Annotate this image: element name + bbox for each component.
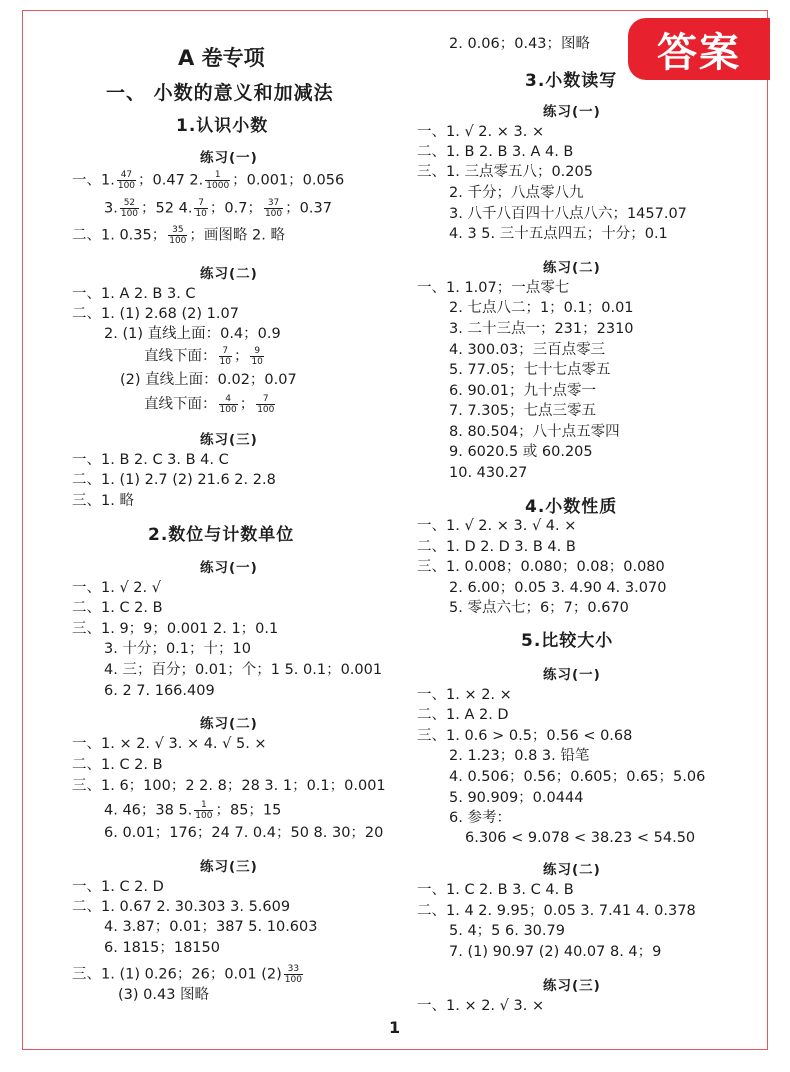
fraction: $\frac{37}{100}$ [264, 198, 283, 219]
fraction: $\frac{1}{1000}$ [206, 170, 230, 191]
answer-line: 2. 6.00；0.05 3. 4.90 4. 3.070 [449, 580, 667, 596]
fraction: $\frac{52}{100}$ [120, 198, 139, 219]
answer-line: 二、1. A 2. D [417, 707, 509, 723]
answer-line: 一、1. B 2. C 3. B 4. C [72, 452, 229, 468]
answer-line: 一、1. √ 2. √ [72, 580, 161, 596]
section-title-1: 1.认识小数 [176, 116, 269, 136]
answer-line: 6. 90.01；九十点零一 [449, 383, 596, 399]
exercise-heading: 练习(二) [200, 266, 258, 282]
answer-line: 6. 2 7. 166.409 [104, 683, 215, 699]
answer-line: (2) 直线上面：0.02；0.07 [120, 372, 297, 388]
answer-line: 直线下面： $\frac{4}{100}$ ； $\frac{7}{100}$ [144, 394, 275, 415]
exercise-heading: 练习(二) [200, 716, 258, 732]
fraction: $\frac{4}{100}$ [219, 394, 237, 415]
answer-line: 三、1. 9；9；0.001 2. 1；0.1 [72, 621, 279, 637]
exercise-heading: 练习(二) [543, 260, 601, 276]
section-title-5: 5.比较大小 [521, 631, 614, 651]
answer-line: 一、1. A 2. B 3. C [72, 286, 196, 302]
answer-line: 4. 0.506；0.56；0.605；0.65；5.06 [449, 769, 706, 785]
answer-line: 4. 300.03；三百点零三 [449, 342, 606, 358]
fraction: $\frac{7}{10}$ [195, 198, 207, 219]
answer-line: 一、1. × 2. √ 3. × [417, 998, 545, 1014]
answer-line: 2. 七点八二；1；0.1；0.01 [449, 300, 634, 316]
answer-line: 9. 6020.5 或 60.205 [449, 444, 593, 460]
answer-line: 5. 零点六七；6；7；0.670 [449, 600, 629, 616]
answer-line: 8. 80.504；八十点五零四 [449, 424, 620, 440]
answer-line: 二、1. C 2. B [72, 757, 163, 773]
answer-line: 一、1. 1.07；一点零七 [417, 280, 570, 296]
page-number: 1 [389, 1018, 401, 1037]
section-title-4: 4.小数性质 [525, 497, 618, 517]
answer-line: 4. 三；百分；0.01；个；1 5. 0.1；0.001 [104, 662, 383, 678]
answer-line: 7. (1) 90.97 (2) 40.07 8. 4；9 [449, 944, 662, 960]
answer-line: 一、1. √ 2. × 3. × [417, 124, 545, 140]
answer-line: 一、1. × 2. × [417, 687, 512, 703]
answer-line: 6.306 < 9.078 < 38.23 < 54.50 [465, 830, 696, 846]
chapter-title: 一、 小数的意义和加减法 [106, 82, 334, 104]
answer-line: 二、1. 4 2. 9.95；0.05 3. 7.41 4. 0.378 [417, 903, 696, 919]
answer-line: 6. 0.01；176；24 7. 0.4；50 8. 30；20 [104, 825, 384, 841]
answer-line: 三、1. 0.008；0.080；0.08；0.080 [417, 559, 665, 575]
answer-line: 二、1. D 2. D 3. B 4. B [417, 539, 576, 555]
answer-line: 二、1. (1) 2.68 (2) 1.07 [72, 306, 239, 322]
answer-line: 一、1. $\frac{47}{100}$ ；0.47 2. $\frac{1}{1000}$ ；0.001；0.056 [72, 170, 345, 191]
fraction: $\frac{35}{100}$ [169, 225, 187, 246]
section-title-3: 3.小数读写 [525, 71, 618, 91]
answer-line: 二、1. C 2. B [72, 600, 163, 616]
answer-line: 3. 八千八百四十八点八六；1457.07 [449, 206, 687, 222]
answer-line: 一、1. C 2. D [72, 879, 164, 895]
answer-line: 7. 7.305；七点三零五 [449, 403, 596, 419]
fraction: $\frac{47}{100}$ [117, 170, 136, 191]
fraction: $\frac{9}{10}$ [251, 346, 263, 367]
exercise-heading: 练习(一) [543, 667, 601, 683]
answer-line: 2. (1) 直线上面：0.4；0.9 [104, 326, 281, 342]
answer-line: 一、1. √ 2. × 3. √ 4. × [417, 518, 577, 534]
answer-line: 3. 二十三点一；231；2310 [449, 321, 634, 337]
answer-line: 三、1. 0.6 > 0.5；0.56 < 0.68 [417, 728, 633, 744]
answer-badge: 答案 [628, 18, 770, 80]
volume-title: A 卷专项 [178, 46, 265, 70]
answer-line: 三、1. 略 [72, 493, 134, 509]
answer-line: 6. 1815；18150 [104, 940, 220, 956]
answer-line: 二、1. 0.67 2. 30.303 3. 5.609 [72, 899, 291, 915]
answer-line: 三、1. 6；100；2 2. 8；28 3. 1；0.1；0.001 [72, 778, 386, 794]
answer-line: 二、1. (1) 2.7 (2) 21.6 2. 2.8 [72, 472, 276, 488]
fraction: $\frac{7}{100}$ [257, 394, 275, 415]
exercise-heading: 练习(一) [200, 560, 258, 576]
answer-line: 5. 90.909；0.0444 [449, 790, 584, 806]
answer-line: 2. 0.06；0.43；图略 [449, 36, 591, 52]
answer-line: 5. 77.05；七十七点零五 [449, 362, 611, 378]
answer-line: 三、1. 三点零五八；0.205 [417, 164, 593, 180]
exercise-heading: 练习(三) [200, 432, 258, 448]
section-title-2: 2.数位与计数单位 [148, 525, 295, 545]
exercise-heading: 练习(一) [200, 150, 258, 166]
answer-line: 一、1. C 2. B 3. C 4. B [417, 882, 574, 898]
answer-line: 3. $\frac{52}{100}$ ；52 4. $\frac{7}{10}$ ；0.7； $\frac{37}{100}$ ；0.37 [104, 198, 332, 219]
exercise-heading: 练习(二) [543, 862, 601, 878]
answer-line: 二、1. B 2. B 3. A 4. B [417, 144, 574, 160]
exercise-heading: 练习(一) [543, 104, 601, 120]
answer-line: 三、1. (1) 0.26；26；0.01 (2) $\frac{33}{100}$ [72, 964, 302, 985]
answer-line: 二、1. 0.35； $\frac{35}{100}$ ；画图略 2. 略 [72, 225, 285, 246]
fraction: $\frac{7}{10}$ [219, 346, 231, 367]
answer-line: 6. 参考： [449, 810, 511, 826]
answer-line: 5. 4；5 6. 30.79 [449, 923, 565, 939]
answer-line: 2. 1.23；0.8 3. 铅笔 [449, 748, 590, 764]
answer-line: 直线下面： $\frac{7}{10}$ ； $\frac{9}{10}$ [144, 346, 263, 367]
answer-line: 一、1. × 2. √ 3. × 4. √ 5. × [72, 736, 267, 752]
fraction: $\frac{1}{100}$ [195, 800, 213, 821]
answer-line: 2. 千分；八点零八九 [449, 185, 584, 201]
answer-line: 3. 十分；0.1；十；10 [104, 641, 251, 657]
answer-line: 4. 3.87；0.01；387 5. 10.603 [104, 919, 318, 935]
answer-line: 4. 46；38 5. $\frac{1}{100}$ ；85；15 [104, 800, 282, 821]
exercise-heading: 练习(三) [543, 978, 601, 994]
answer-line: (3) 0.43 图略 [118, 987, 210, 1003]
exercise-heading: 练习(三) [200, 859, 258, 875]
answer-line: 10. 430.27 [449, 465, 528, 481]
answer-line: 4. 3 5. 三十五点四五；十分；0.1 [449, 226, 668, 242]
fraction: $\frac{33}{100}$ [284, 964, 302, 985]
